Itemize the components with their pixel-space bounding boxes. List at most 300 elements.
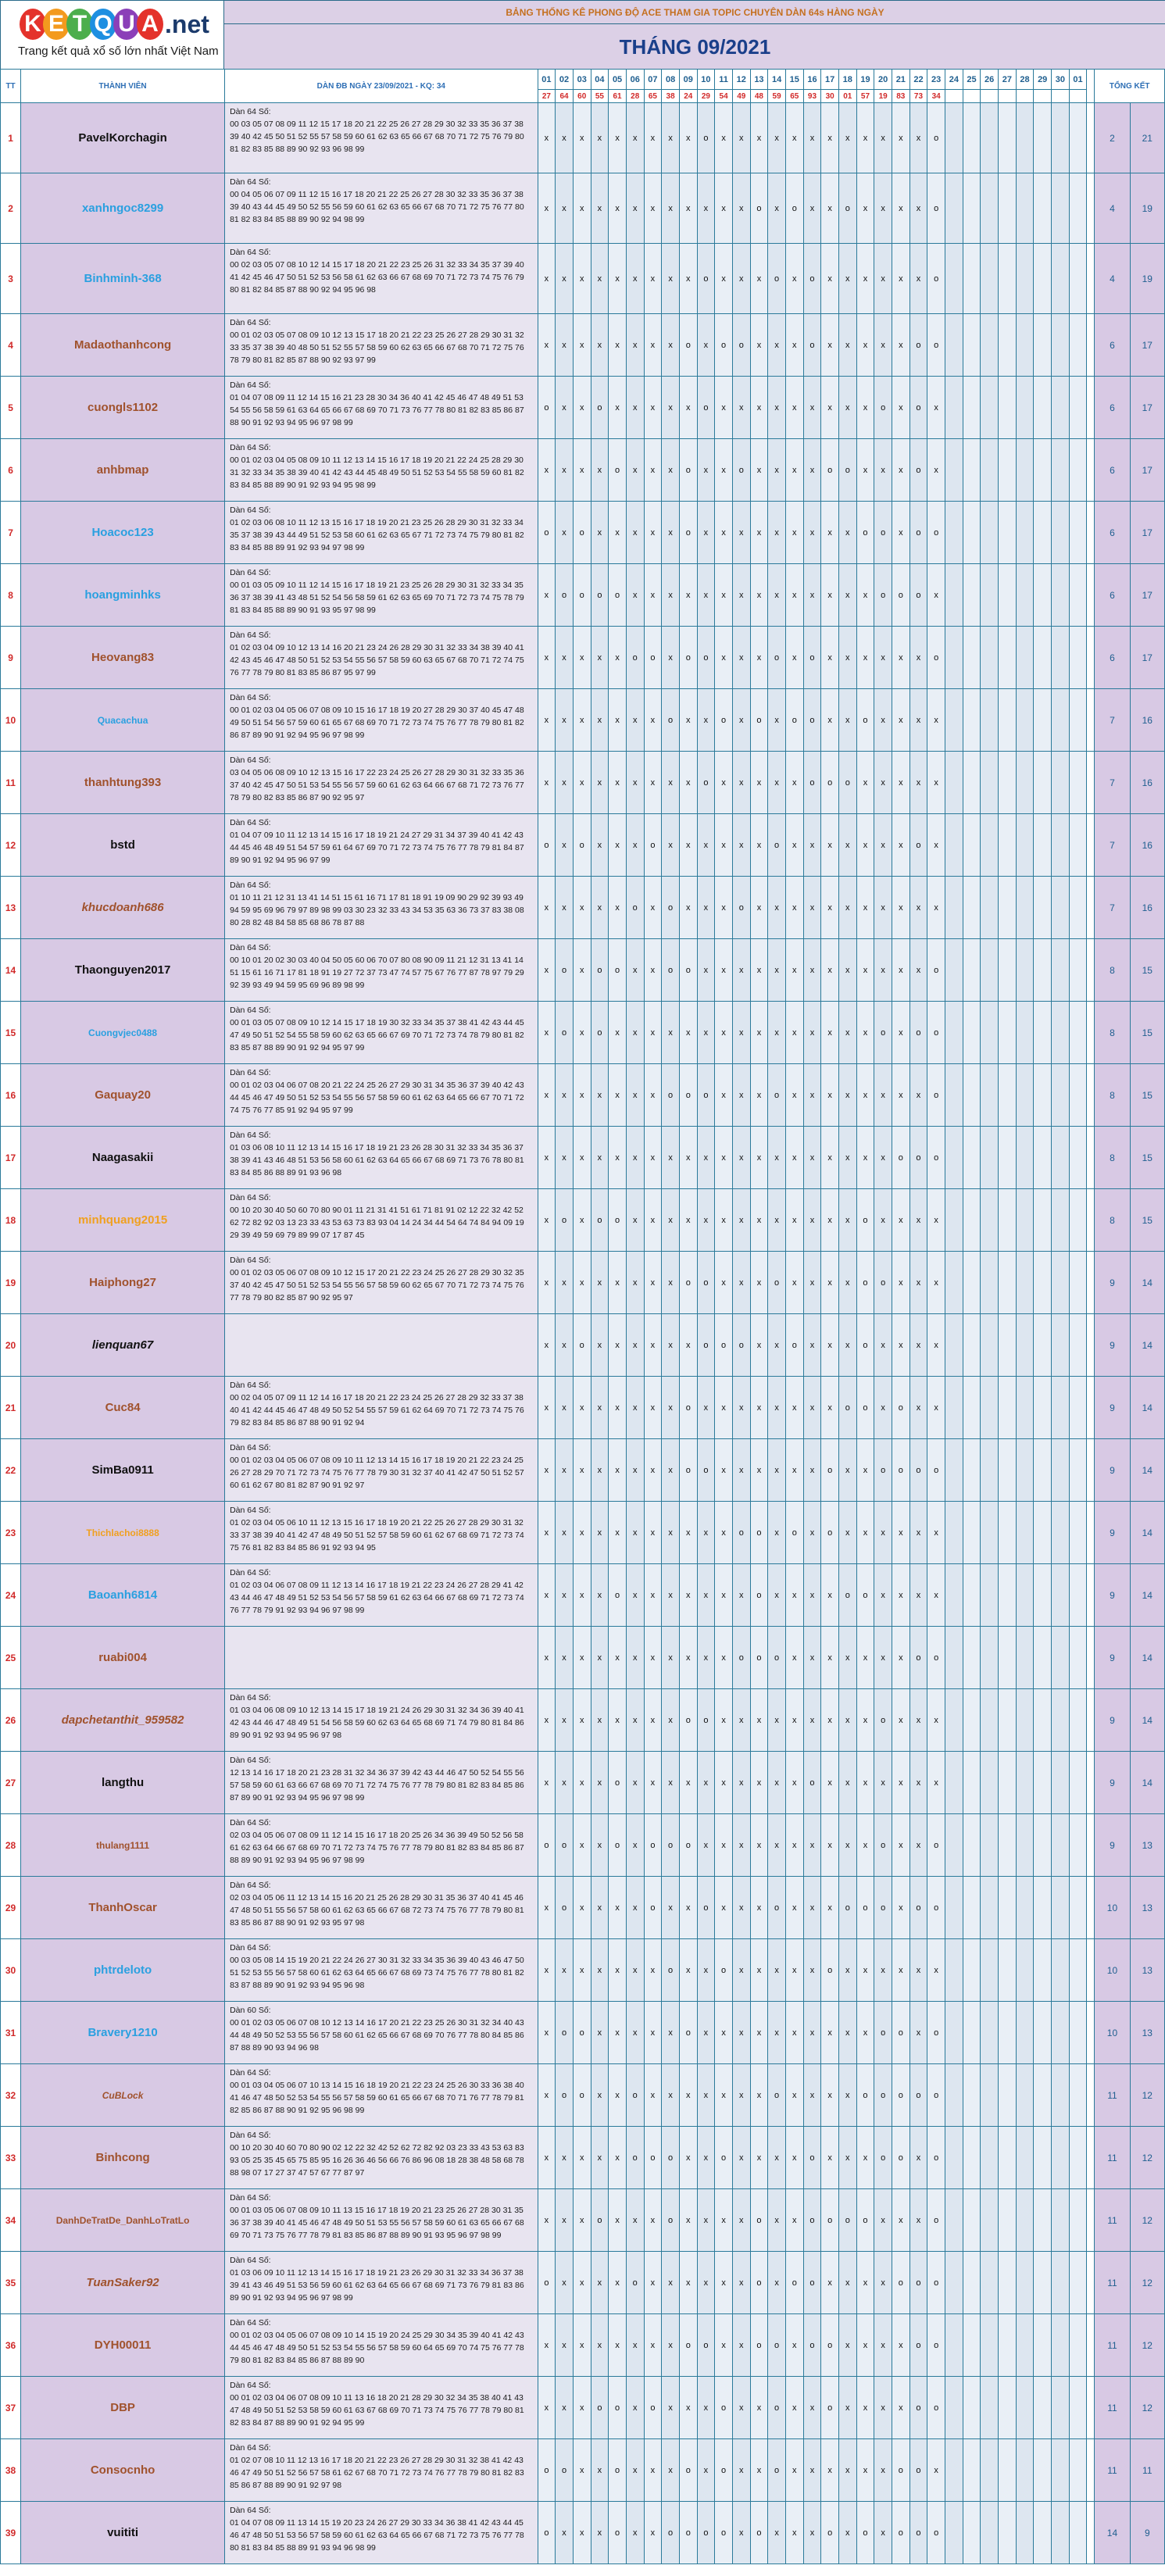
- day-mark: x: [892, 244, 909, 314]
- day-mark: [1016, 2314, 1034, 2377]
- day-mark: x: [644, 314, 662, 377]
- day-mark: x: [644, 244, 662, 314]
- day-mark: x: [750, 1314, 768, 1377]
- day-mark: x: [892, 2189, 909, 2252]
- member-name[interactable]: DBP: [21, 2377, 225, 2439]
- day-mark: x: [662, 2252, 680, 2314]
- day-mark: x: [609, 689, 627, 752]
- day-mark: [1034, 502, 1052, 564]
- member-row: [1, 173, 1165, 244]
- day-mark: x: [838, 1939, 856, 2002]
- day-mark: x: [803, 1002, 821, 1064]
- day-mark: o: [697, 1689, 715, 1752]
- day-mark: x: [626, 2502, 644, 2564]
- day-mark: o: [626, 2064, 644, 2127]
- day-mark: o: [679, 314, 697, 377]
- member-name[interactable]: Thichlachoi8888: [21, 1502, 225, 1564]
- day-mark: x: [856, 752, 874, 814]
- day-mark: x: [715, 103, 733, 173]
- miss-count: 9: [1095, 1627, 1130, 1689]
- day-mark: x: [556, 502, 574, 564]
- day-mark: x: [785, 1814, 803, 1877]
- row-number: 28: [1, 1814, 21, 1877]
- day-mark: [981, 2439, 999, 2502]
- dan-cell: [225, 1689, 538, 1752]
- day-mark: [945, 627, 963, 689]
- day-mark: [999, 627, 1017, 689]
- day-result: [1069, 90, 1087, 103]
- day-header: 19: [856, 70, 874, 90]
- spacer-cell: [1087, 173, 1095, 244]
- miss-count: 9: [1095, 1314, 1130, 1377]
- day-mark: x: [662, 752, 680, 814]
- hit-count: 16: [1130, 689, 1164, 752]
- day-mark: x: [626, 1439, 644, 1502]
- day-mark: x: [732, 2189, 750, 2252]
- day-mark: [945, 564, 963, 627]
- day-mark: x: [732, 1689, 750, 1752]
- day-mark: [963, 1439, 981, 1502]
- member-name[interactable]: phtrdeloto: [21, 1939, 225, 2002]
- miss-count: 11: [1095, 2252, 1130, 2314]
- day-mark: x: [538, 1689, 556, 1752]
- member-name[interactable]: Hoacoc123: [21, 502, 225, 564]
- member-name[interactable]: thulang1111: [21, 1814, 225, 1877]
- day-result: [1052, 90, 1070, 103]
- day-mark: x: [838, 244, 856, 314]
- day-mark: x: [838, 1689, 856, 1752]
- day-mark: [1034, 1627, 1052, 1689]
- day-mark: [1069, 2189, 1087, 2252]
- dan-cell: [225, 377, 538, 439]
- spacer-cell: [1087, 689, 1095, 752]
- day-mark: o: [697, 1252, 715, 1314]
- day-mark: x: [538, 752, 556, 814]
- day-mark: x: [626, 2314, 644, 2377]
- day-mark: x: [538, 103, 556, 173]
- member-name[interactable]: PavelKorchagin: [21, 103, 225, 173]
- day-mark: [1069, 1314, 1087, 1377]
- row-number: 1: [1, 103, 21, 173]
- member-name[interactable]: Binhcong: [21, 2127, 225, 2189]
- day-mark: [999, 2064, 1017, 2127]
- day-mark: x: [785, 1127, 803, 1189]
- day-mark: x: [768, 1377, 786, 1439]
- day-mark: o: [573, 814, 591, 877]
- day-mark: [981, 1439, 999, 1502]
- dan-cell: [225, 1189, 538, 1252]
- member-name[interactable]: Binhminh-368: [21, 244, 225, 314]
- miss-count: 11: [1095, 2314, 1130, 2377]
- day-mark: [1034, 2127, 1052, 2189]
- day-mark: x: [679, 1002, 697, 1064]
- day-mark: [1069, 439, 1087, 502]
- day-mark: x: [785, 1939, 803, 2002]
- member-name[interactable]: lienquan67: [21, 1314, 225, 1377]
- member-name[interactable]: anhbmap: [21, 439, 225, 502]
- dan-title: Dàn 64 Số:: [230, 1381, 271, 1390]
- day-mark: o: [732, 1502, 750, 1564]
- row-number: 10: [1, 689, 21, 752]
- dan-cell: [225, 1439, 538, 1502]
- day-mark: [1016, 1377, 1034, 1439]
- day-mark: x: [644, 1002, 662, 1064]
- day-mark: x: [838, 627, 856, 689]
- day-mark: x: [892, 2377, 909, 2439]
- day-mark: x: [626, 1189, 644, 1252]
- day-mark: x: [644, 2314, 662, 2377]
- day-mark: x: [768, 1314, 786, 1377]
- day-mark: [981, 502, 999, 564]
- spacer-cell: [1087, 2252, 1095, 2314]
- day-header: 05: [609, 70, 627, 90]
- spacer-cell: [1087, 1002, 1095, 1064]
- member-name[interactable]: hoangminhks: [21, 564, 225, 627]
- day-mark: [1069, 689, 1087, 752]
- day-mark: x: [874, 1564, 892, 1627]
- day-mark: o: [679, 2439, 697, 2502]
- spacer-cell: [1087, 877, 1095, 939]
- day-mark: [963, 1314, 981, 1377]
- day-mark: x: [644, 1064, 662, 1127]
- member-name[interactable]: Heovang83: [21, 627, 225, 689]
- dan-title: Dàn 64 Số:: [230, 1256, 271, 1265]
- day-mark: x: [892, 1814, 909, 1877]
- member-name[interactable]: Bravery1210: [21, 2002, 225, 2064]
- day-mark: x: [856, 877, 874, 939]
- member-name[interactable]: TuanSaker92: [21, 2252, 225, 2314]
- spacer-cell: [1087, 1502, 1095, 1564]
- member-name[interactable]: xanhngoc8299: [21, 173, 225, 244]
- row-number: 8: [1, 564, 21, 627]
- member-name[interactable]: DYH00011: [21, 2314, 225, 2377]
- spacer-cell: [1087, 1814, 1095, 1877]
- day-mark: x: [697, 1627, 715, 1689]
- day-mark: [945, 1314, 963, 1377]
- day-mark: x: [838, 377, 856, 439]
- day-mark: o: [892, 2439, 909, 2502]
- day-mark: o: [838, 1564, 856, 1627]
- day-mark: x: [573, 752, 591, 814]
- day-mark: o: [785, 1314, 803, 1377]
- day-header: 25: [963, 70, 981, 90]
- day-mark: x: [644, 2064, 662, 2127]
- day-mark: o: [591, 1002, 609, 1064]
- day-mark: o: [785, 173, 803, 244]
- member-name[interactable]: khucdoanh686: [21, 877, 225, 939]
- day-mark: x: [892, 1502, 909, 1564]
- dan-title: Dàn 64 Số:: [230, 1756, 271, 1765]
- day-mark: x: [803, 1502, 821, 1564]
- member-name[interactable]: dapchetanthit_959582: [21, 1689, 225, 1752]
- day-mark: [945, 1127, 963, 1189]
- day-mark: x: [874, 1939, 892, 2002]
- member-name[interactable]: langthu: [21, 1752, 225, 1814]
- day-mark: x: [856, 1127, 874, 1189]
- day-header: 09: [679, 70, 697, 90]
- day-mark: o: [556, 939, 574, 1002]
- day-mark: x: [715, 1689, 733, 1752]
- sheet-header: [0, 0, 1165, 69]
- day-mark: o: [697, 752, 715, 814]
- day-mark: x: [821, 1377, 839, 1439]
- day-mark: x: [644, 1502, 662, 1564]
- day-mark: x: [644, 1252, 662, 1314]
- day-mark: o: [626, 2252, 644, 2314]
- day-mark: o: [626, 877, 644, 939]
- day-mark: [963, 689, 981, 752]
- day-mark: o: [750, 1502, 768, 1564]
- day-result: [963, 90, 981, 103]
- day-mark: o: [768, 244, 786, 314]
- hit-count: 17: [1130, 564, 1164, 627]
- day-mark: x: [856, 173, 874, 244]
- day-mark: x: [626, 1377, 644, 1439]
- day-mark: [1016, 1064, 1034, 1127]
- member-name[interactable]: minhquang2015: [21, 1189, 225, 1252]
- day-mark: x: [874, 752, 892, 814]
- day-mark: [1052, 1127, 1070, 1189]
- day-mark: x: [626, 244, 644, 314]
- day-mark: o: [679, 627, 697, 689]
- day-mark: o: [838, 752, 856, 814]
- day-mark: x: [768, 1814, 786, 1877]
- day-mark: x: [679, 1189, 697, 1252]
- member-name[interactable]: Madaothanhcong: [21, 314, 225, 377]
- spacer-cell: [1087, 2189, 1095, 2252]
- day-mark: [1016, 2377, 1034, 2439]
- day-mark: x: [626, 1877, 644, 1939]
- day-header: 02: [556, 70, 574, 90]
- member-name[interactable]: cuongls1102: [21, 377, 225, 439]
- day-mark: x: [732, 2002, 750, 2064]
- member-name[interactable]: DanhDeTratDe_DanhLoTratLo: [21, 2189, 225, 2252]
- day-mark: x: [573, 1252, 591, 1314]
- day-mark: x: [644, 2439, 662, 2502]
- dan-title: Dàn 64 Số:: [230, 248, 271, 257]
- day-mark: x: [591, 502, 609, 564]
- day-mark: o: [909, 2314, 927, 2377]
- day-mark: o: [821, 1939, 839, 2002]
- day-mark: x: [538, 1752, 556, 1814]
- day-header: 18: [838, 70, 856, 90]
- member-name[interactable]: Consocnho: [21, 2439, 225, 2502]
- day-mark: x: [821, 564, 839, 627]
- day-mark: [945, 1564, 963, 1627]
- row-number: 11: [1, 752, 21, 814]
- day-mark: x: [662, 439, 680, 502]
- day-mark: x: [591, 1377, 609, 1439]
- day-mark: x: [909, 1377, 927, 1439]
- member-name[interactable]: ThanhOscar: [21, 1877, 225, 1939]
- day-mark: x: [803, 564, 821, 627]
- day-mark: o: [715, 2439, 733, 2502]
- day-mark: o: [927, 1127, 945, 1189]
- day-mark: x: [803, 814, 821, 877]
- miss-count: 11: [1095, 2439, 1130, 2502]
- member-name[interactable]: Haiphong27: [21, 1252, 225, 1314]
- member-name[interactable]: bstd: [21, 814, 225, 877]
- day-mark: x: [750, 814, 768, 877]
- day-mark: [963, 1002, 981, 1064]
- col-header-tt: TT: [1, 70, 21, 103]
- hit-count: 12: [1130, 2064, 1164, 2127]
- day-mark: o: [927, 244, 945, 314]
- day-mark: o: [697, 627, 715, 689]
- day-mark: [1016, 173, 1034, 244]
- day-mark: x: [662, 1377, 680, 1439]
- member-name[interactable]: ruabi004: [21, 1627, 225, 1689]
- day-mark: x: [821, 377, 839, 439]
- row-number: 39: [1, 2502, 21, 2564]
- member-name[interactable]: thanhtung393: [21, 752, 225, 814]
- miss-count: 4: [1095, 244, 1130, 314]
- day-mark: o: [732, 439, 750, 502]
- member-name[interactable]: Quacachua: [21, 689, 225, 752]
- day-mark: [981, 173, 999, 244]
- day-mark: x: [838, 2064, 856, 2127]
- day-mark: x: [697, 1939, 715, 2002]
- dan-title: Dàn 64 Số:: [230, 2443, 271, 2453]
- day-mark: [999, 2502, 1017, 2564]
- day-mark: x: [679, 377, 697, 439]
- member-name[interactable]: CuBLock: [21, 2064, 225, 2127]
- day-mark: [1016, 314, 1034, 377]
- day-mark: x: [892, 939, 909, 1002]
- day-mark: [963, 2314, 981, 2377]
- member-name[interactable]: Baoanh6814: [21, 1564, 225, 1627]
- member-name[interactable]: SimBa0911: [21, 1439, 225, 1502]
- day-mark: x: [556, 377, 574, 439]
- day-mark: x: [591, 103, 609, 173]
- day-mark: o: [909, 314, 927, 377]
- day-mark: [1052, 1439, 1070, 1502]
- day-mark: [963, 752, 981, 814]
- day-mark: x: [573, 627, 591, 689]
- day-mark: x: [803, 439, 821, 502]
- day-mark: x: [785, 814, 803, 877]
- day-mark: [1016, 2502, 1034, 2564]
- day-mark: x: [609, 1877, 627, 1939]
- day-mark: x: [715, 173, 733, 244]
- day-mark: x: [697, 2377, 715, 2439]
- day-mark: x: [609, 814, 627, 877]
- day-mark: x: [556, 752, 574, 814]
- day-mark: x: [644, 1439, 662, 1502]
- day-mark: x: [838, 689, 856, 752]
- day-mark: x: [591, 1064, 609, 1127]
- dan-numbers: 01 03 06 08 10 11 12 13 14 15 16 17 18 19 21 23 26 28 30 31 32 33 34 35 36 37 38 39 41 43 46 48 51 53 56 58 60 61 62 63 64 65 66 67 68 69 71 73 76 78 80 81 83 84 85 86 88 89 91 93 96 98: [230, 1143, 524, 1177]
- day-mark: o: [556, 564, 574, 627]
- day-mark: [963, 1377, 981, 1439]
- member-name[interactable]: Thaonguyen2017: [21, 939, 225, 1002]
- hit-count: 15: [1130, 939, 1164, 1002]
- miss-count: 8: [1095, 1189, 1130, 1252]
- day-mark: x: [768, 1939, 786, 2002]
- day-mark: [963, 2502, 981, 2564]
- day-mark: x: [838, 314, 856, 377]
- day-result: 57: [856, 90, 874, 103]
- day-mark: x: [538, 1002, 556, 1064]
- day-mark: [963, 377, 981, 439]
- ketqua-logo[interactable]: [1, 1, 224, 70]
- day-mark: x: [874, 2377, 892, 2439]
- day-mark: x: [556, 1689, 574, 1752]
- member-name[interactable]: vuititi: [21, 2502, 225, 2564]
- row-number: 9: [1, 627, 21, 689]
- day-mark: o: [609, 564, 627, 627]
- day-mark: x: [609, 1377, 627, 1439]
- member-name[interactable]: Cuc84: [21, 1377, 225, 1439]
- day-mark: x: [838, 814, 856, 877]
- day-header: 03: [573, 70, 591, 90]
- member-row: [1, 1627, 1165, 1689]
- day-mark: o: [892, 2127, 909, 2189]
- day-mark: x: [609, 1002, 627, 1064]
- miss-count: 9: [1095, 1502, 1130, 1564]
- day-mark: x: [838, 1002, 856, 1064]
- dan-title: Dàn 64 Số:: [230, 1568, 271, 1577]
- day-mark: x: [785, 439, 803, 502]
- day-mark: o: [573, 2002, 591, 2064]
- day-mark: x: [591, 814, 609, 877]
- logo-letter: E: [43, 9, 70, 40]
- day-mark: x: [838, 1502, 856, 1564]
- member-name[interactable]: Gaquay20: [21, 1064, 225, 1127]
- day-mark: [1034, 939, 1052, 1002]
- day-mark: o: [874, 1877, 892, 1939]
- day-mark: o: [785, 689, 803, 752]
- day-mark: x: [644, 2189, 662, 2252]
- day-mark: [1052, 814, 1070, 877]
- day-mark: [999, 2127, 1017, 2189]
- member-row: [1, 1002, 1165, 1064]
- day-mark: x: [591, 1564, 609, 1627]
- day-mark: [1069, 173, 1087, 244]
- day-mark: x: [803, 1689, 821, 1752]
- dan-cell: [225, 752, 538, 814]
- day-mark: x: [803, 1439, 821, 1502]
- day-mark: o: [927, 2002, 945, 2064]
- day-mark: x: [803, 1252, 821, 1314]
- day-mark: x: [856, 2314, 874, 2377]
- day-mark: o: [909, 1877, 927, 1939]
- day-mark: x: [662, 564, 680, 627]
- day-mark: x: [732, 377, 750, 439]
- day-mark: x: [626, 1002, 644, 1064]
- day-mark: x: [609, 1127, 627, 1189]
- day-mark: [981, 1064, 999, 1127]
- member-name[interactable]: Cuongvjec0488: [21, 1002, 225, 1064]
- day-mark: o: [785, 1502, 803, 1564]
- member-name[interactable]: Naagasakii: [21, 1127, 225, 1189]
- day-mark: x: [609, 314, 627, 377]
- day-result: 83: [892, 90, 909, 103]
- day-mark: x: [838, 502, 856, 564]
- day-mark: o: [856, 1877, 874, 1939]
- row-number: 4: [1, 314, 21, 377]
- day-mark: o: [573, 502, 591, 564]
- day-mark: x: [591, 2127, 609, 2189]
- day-mark: x: [573, 2127, 591, 2189]
- day-mark: x: [573, 377, 591, 439]
- hit-count: 11: [1130, 2439, 1164, 2502]
- day-mark: x: [662, 173, 680, 244]
- day-mark: x: [573, 439, 591, 502]
- day-mark: o: [538, 1814, 556, 1877]
- dan-cell: [225, 1002, 538, 1064]
- day-mark: x: [750, 377, 768, 439]
